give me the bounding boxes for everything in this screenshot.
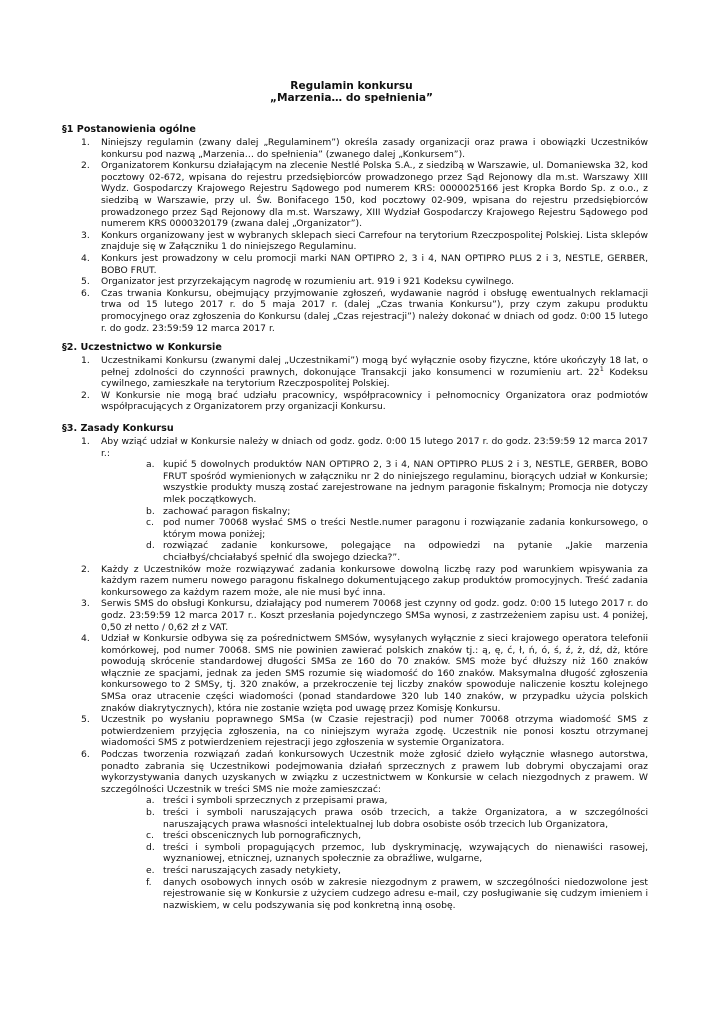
sub-item-text: pod numer 70068 wysłać SMS o treści Nestle.numer paragonu i rozwiązanie zadania konkursowego, o którym mowa poniżej; (163, 517, 648, 540)
item-number: 2. (81, 563, 90, 575)
sub-item-text: rozwiązać zadanie konkursowe, polegające na odpowiedzi na pytanie „Jakie marzenia chciałbyś/chciałabyś spełnić dla swojego dziecka?”. (163, 540, 648, 563)
list-item (62, 276, 648, 288)
item-text: Organizator jest przyrzekającym nagrodę w rozumieniu art. 919 i 921 Kodeksu cywilnego. (101, 276, 515, 288)
item-number: 1. (81, 436, 90, 447)
sub-list-item (101, 459, 648, 505)
sub-list (101, 459, 648, 563)
sub-list-item (101, 540, 648, 563)
sub-item-letter: b. (146, 505, 155, 517)
item-number: 1. (81, 355, 90, 366)
section-1-list (62, 137, 648, 334)
item-text: Uczestnik po wysłaniu poprawnego SMSa (w Czasie rejestracji) pod numer 70068 otrzyma wiadomość SMS z potwierdzeniem przyjęcia zgłoszenia, na co niniejszym wyraża zgodę. Uczestnik nie ponosi kosztu otrzymanej wiadomości SMS z potwierdzeniem rejestracji jego zgłoszenia w systemie Organizatora. (101, 714, 648, 749)
sub-item-text: treści obscenicznych lub pornograficznych, (163, 830, 361, 842)
item-number: 2. (81, 160, 90, 172)
sub-list-item (101, 517, 648, 540)
item-text: Każdy z Uczestników może rozwiązywać zadania konkursowe dowolną liczbę razy pod warunkiem wpisywania za każdym razem numeru nowego paragonu fiskalnego dokumentującego zakup produktów promocyjnych. Treść zadania konkursowego za każdym razem może, ale nie musi być inna. (101, 563, 648, 598)
sub-item-text: treści i symboli naruszających prawa osób trzecich, a także Organizatora, a w szczególności naruszających prawa własności intelektualnej lub dobra osobiste osób trzecich lub Organizatora, (163, 807, 648, 830)
section-3-heading: §3. Zasady Konkursu (62, 423, 174, 434)
item-text: W Konkursie nie mogą brać udziału pracownicy, współpracownicy i pełnomocnicy Organizatora oraz podmiotów współpracujących z Organizatorem przy organizacji Konkursu. (101, 389, 648, 413)
item-number: 6. (81, 749, 90, 761)
section-3-list (62, 436, 648, 911)
section-1-heading: §1 Postanowienia ogólne (62, 124, 196, 135)
sub-item-text: treści naruszających zasady netykiety, (163, 864, 341, 876)
sub-item-letter: d. (146, 540, 155, 552)
sub-list-item (101, 842, 648, 865)
sub-item-text: zachować paragon fiskalny; (163, 505, 291, 517)
sub-item-letter: c. (146, 517, 154, 529)
sub-list (101, 795, 648, 911)
sub-item-letter: f. (146, 876, 152, 888)
list-item (62, 355, 648, 390)
list-item (62, 253, 648, 276)
sub-item-letter: a. (146, 459, 155, 471)
list-item (62, 714, 648, 749)
sub-list-item (101, 506, 648, 518)
item-text: Niniejszy regulamin (zwany dalej „Regulaminem”) określa zasady organizacji oraz prawa i obowiązki Uczestników konkursu pod nazwą „Marzenia… do spełnienia” (zwanego dalej „Konkursem”). (101, 137, 648, 160)
sub-list-item (101, 865, 648, 877)
list-item (62, 436, 648, 564)
list-item (62, 633, 648, 714)
list-item (62, 230, 648, 253)
item-text: Konkurs jest prowadzony w celu promocji marki NAN OPTIPRO 2, 3 i 4, NAN OPTIPRO PLUS 2 i 3, NESTLE, GERBER, BOBO FRUT. (101, 252, 648, 276)
item-text: Serwis SMS do obsługi Konkursu, działający pod numerem 70068 jest czynny od godz. godz. 0:00 15 lutego 2017 r. do godz. 23:59:59 12 marca 2017 r.. Koszt przesłania pojedynczego SMSa wynosi, z zastrzeżeniem zapisu ust. 4 poniżej, 0,50 zł netto / 0,62 zł z VAT. (101, 598, 648, 633)
document-title: Regulamin konkursu (290, 80, 413, 92)
sub-item-text: treści i symboli propagujących przemoc, lub dyskryminację, wzywających do nienawiści rasowej, wyznaniowej, etnicznej, uznanych społecznie za obraźliwe, wulgarne, (163, 841, 648, 865)
list-item (62, 288, 648, 334)
item-number: 6. (81, 287, 90, 299)
sub-item-letter: a. (146, 795, 155, 807)
item-number: 3. (81, 598, 90, 610)
item-number: 5. (81, 714, 90, 726)
list-item (62, 390, 648, 413)
sub-item-letter: d. (146, 841, 155, 853)
list-item (62, 749, 648, 911)
sub-item-text: kupić 5 dowolnych produktów NAN OPTIPRO 2, 3 i 4, NAN OPTIPRO PLUS 2 i 3, NESTLE, GERBER, BOBO FRUT spośród wymienionych w załączniku nr 2 do niniejszego regulaminu, biorących udział w Konkursie; wszystkie produkty muszą zostać zarejestrowane na jednym paragonie fiskalnym; Promocja nie dotyczy mlek początkowych. (163, 459, 648, 505)
sub-item-letter: b. (146, 807, 155, 818)
document-subtitle: „Marzenia… do spełnienia” (269, 92, 434, 104)
sub-item-letter: e. (146, 864, 155, 876)
section-2-list (62, 355, 648, 413)
item-number: 3. (81, 229, 90, 241)
section-2-heading: §2. Uczestnictwo w Konkursie (62, 342, 222, 353)
item-number: 5. (81, 276, 90, 288)
item-number: 4. (81, 252, 90, 264)
sub-list-item (101, 807, 648, 830)
item-text: Udział w Konkursie odbywa się za pośrednictwem SMSów, wysyłanych wyłącznie z sieci krajowego operatora telefonii komórkowej, pod numer 70068. SMS nie powinien zawierać polskich znaków tj.: ą, ę, ć, ł, ń, ó, ś, ź, ż, dź, dż, które powodują skrócenie standardowej długości SMSa ze 160 do 70 znaków. SMS może być dłuższy niż 160 znaków włącznie ze spacjami, jednak za jeden SMS rozumie się wiadomość do 160 znaków. Maksymalna długość zgłoszenia konkursowego to 2 SMSy, tj. 320 znaków, a przekroczenie tej liczby znaków spowoduje naliczenie kosztu kolejnego SMSa oraz utracenie części wiadomości (ponad standardowe 320 lub 140 znaków, w przypadku użycia polskich znaków diakrytycznych), która nie zostanie wzięta pod uwagę przez Komisję Konkursu. (101, 633, 648, 714)
item-number: 1. (81, 137, 90, 148)
sub-list-item (101, 795, 648, 807)
item-text: Organizatorem Konkursu działającym na zlecenie Nestlé Polska S.A., z siedzibą w Warszawie, ul. Domaniewska 32, kod pocztowy 02-672, wpisana do rejestru przedsiębiorców prowadzonego przez Sąd Rejonowy dla m.st. Warszawy XIII Wydz. Gospodarczy Krajowego Rejestru Sądowego pod numerem KRS: 0000025166 jest Kropka Bordo Sp. z o.o., z siedzibą w Warszawie, przy ul. Św. Bonifacego 150, kod pocztowy 02-909, wpisana do rejestru przedsiębiorców prowadzonego przez Sąd Rejonowy dla m.st. Warszawy, XIII Wydział Gospodarczy Krajowego Rejestru Sądowego pod numerem KRS 0000320179 (zwana dalej „Organizator”). (101, 160, 648, 230)
list-item (62, 564, 648, 599)
item-text: Konkurs organizowany jest w wybranych sklepach sieci Carrefour na terytorium Rzeczpospolitej Polskiej. Lista sklepów znajduje się w Załączniku 1 do niniejszego Regulaminu. (101, 229, 648, 253)
list-item (62, 137, 648, 160)
item-number: 2. (81, 389, 90, 401)
sub-item-text: treści i symboli sprzecznych z przepisami prawa, (163, 795, 388, 807)
item-number: 4. (81, 633, 90, 645)
item-text: Czas trwania Konkursu, obejmujący przyjmowanie zgłoszeń, wydawanie nagród i obsługę ewentualnych reklamacji trwa od 15 lutego 2017 r. do 5 maja 2017 r. (dalej „Czas trwania Konkursu”), przy czym zakupu produktu promocyjnego oraz zgłoszenia do Konkursu (dalej „Czas rejestracji”) należy dokonać w dniach od godz. 0:00 15 lutego r. do godz. 23:59:59 12 marca 2017 r. (101, 287, 648, 334)
item-text-continued: Kodeksu cywilnego, zamieszkałe na terytorium Rzeczpospolitej Polskiej. (101, 366, 648, 390)
list-item (62, 160, 648, 230)
sub-list-item (101, 830, 648, 842)
footnote-marker: 1 (599, 364, 604, 373)
item-text: Podczas tworzenia rozwiązań zadań konkursowych Uczestnik może zgłosić dzieło wyłącznie własnego autorstwa, ponadto zabrania się Uczestnikowi podejmowania działań sprzecznych z prawem lub dobrymi obyczajami oraz wykorzystywania danych uzyskanych w związku z uczestnictwem w Konkursie w celach niezgodnych z prawem. W szczególności Uczestnik w treści SMS nie może zamieszczać: (101, 749, 648, 795)
list-item (62, 598, 648, 633)
sub-item-text: danych osobowych innych osób w zakresie niezgodnym z prawem, w szczególności niedozwolone jest rejestrowanie się w Konkursie z użyciem cudzego adresu e-mail, czy posługiwanie się cudzym imieniem i nazwiskiem, w celu podszywania się pod konkretną inną osobę. (163, 876, 648, 911)
sub-item-letter: c. (146, 830, 154, 842)
item-text: Aby wziąć udział w Konkursie należy w dniach od godz. godz. 0:00 15 lutego 2017 r. do godz. 23:59:59 12 marca 2017 r.: (101, 436, 648, 459)
item-text: Uczestnikami Konkursu (zwanymi dalej „Uczestnikami”) mogą być wyłącznie osoby fizyczne, które ukończyły 18 lat, o pełnej zdolności do czynności prawnych, dokonujące Transakcji jako konsumenci w rozumieniu art. 22 (101, 355, 648, 378)
sub-list-item (101, 877, 648, 912)
